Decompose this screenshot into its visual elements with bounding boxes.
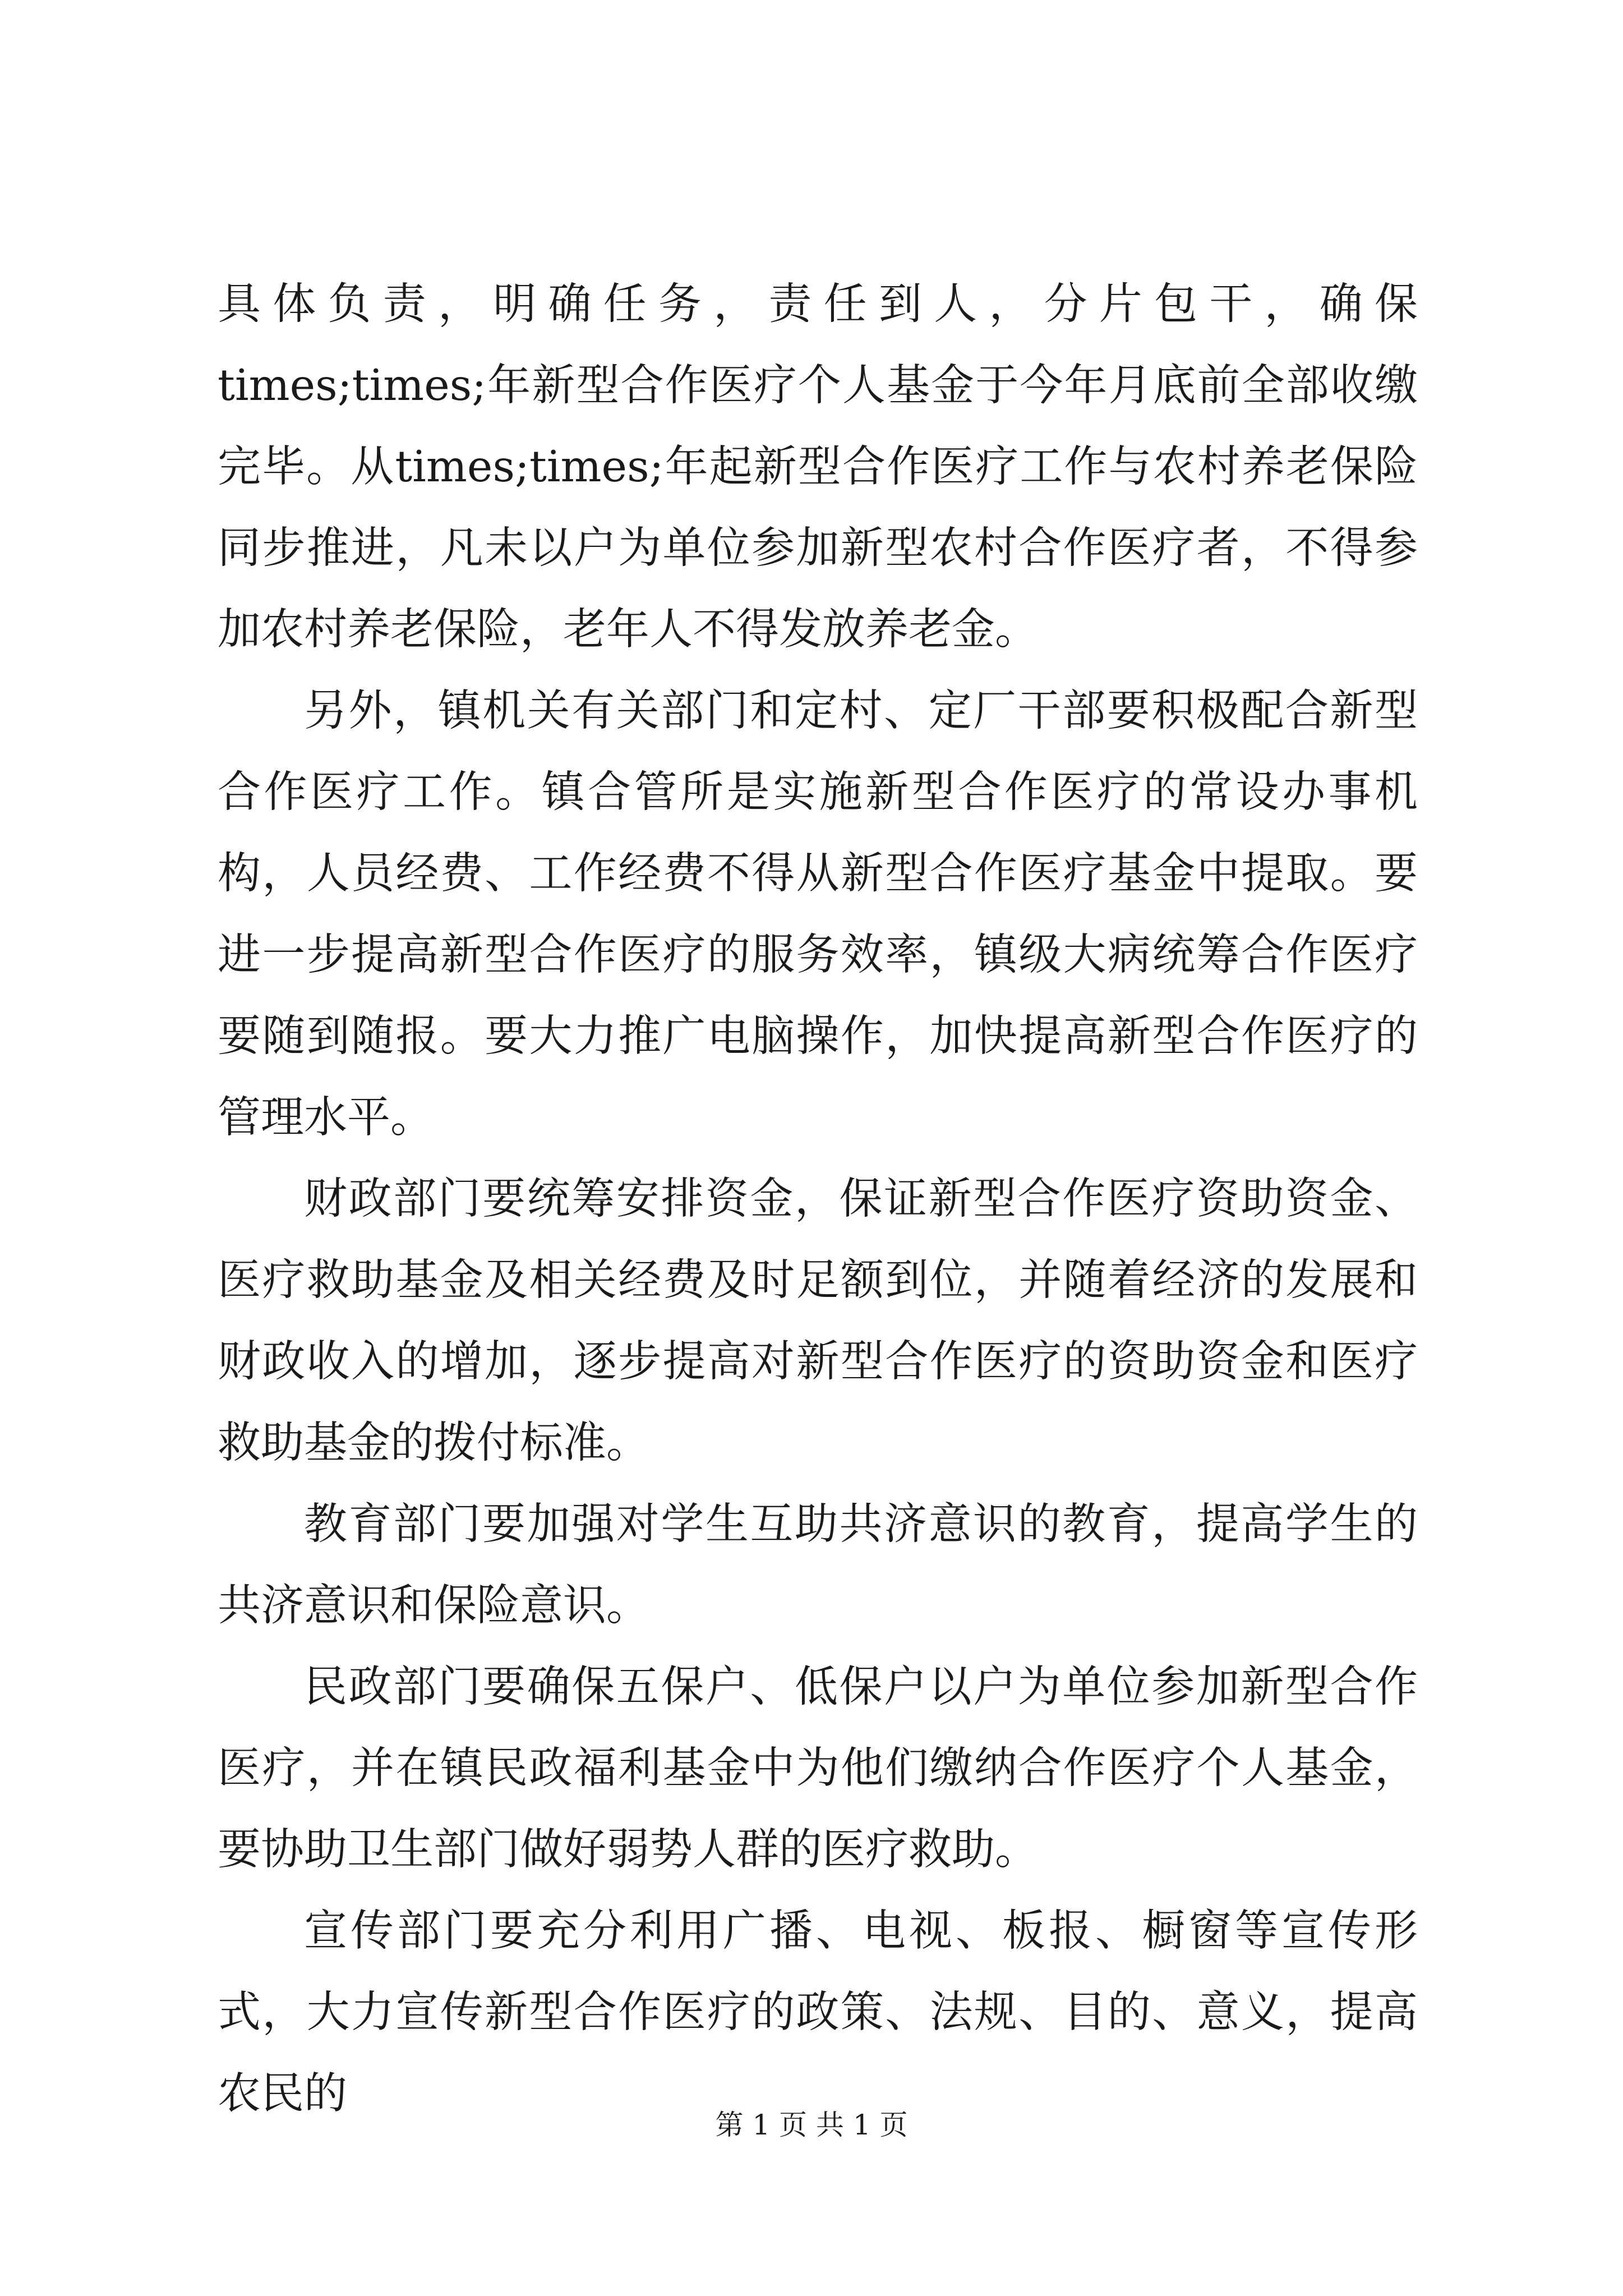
paragraph-4: 教育部门要加强对学生互助共济意识的教育，提高学生的共济意识和保险意识。: [218, 1499, 1418, 1631]
paragraph-1: 具体负责，明确任务，责任到人，分片包干，确保times;times;年新型合作医疗个人基金于今年月底前全部收缴完毕。从times;times;年起新型合作医疗工作与农村养老保险同步推进，凡未以户为单位参加新型农村合作医疗者，不得参加农村养老保险，老年人不得发放养老金。: [218, 279, 1418, 655]
page-footer: 第 1 页 共 1 页: [715, 2109, 908, 2141]
paragraph-3: 财政部门要统筹安排资金，保证新型合作医疗资助资金、医疗救助基金及相关经费及时足额到位，并随着经济的发展和财政收入的增加，逐步提高对新型合作医疗的资助资金和医疗救助基金的拨付标准。: [218, 1174, 1418, 1468]
document-body: [218, 264, 1418, 2134]
paragraph-2: 另外，镇机关有关部门和定村、定厂干部要积极配合新型合作医疗工作。镇合管所是实施新型合作医疗的常设办事机构，人员经费、工作经费不得从新型合作医疗基金中提取。要进一步提高新型合作医疗的服务效率，镇级大病统筹合作医疗要随到随报。要大力推广电脑操作，加快提高新型合作医疗的管理水平。: [218, 686, 1418, 1143]
paragraph-5: 民政部门要确保五保户、低保户以户为单位参加新型合作医疗，并在镇民政福利基金中为他们缴纳合作医疗个人基金，要协助卫生部门做好弱势人群的医疗救助。: [218, 1662, 1418, 1875]
paragraph-6: 宣传部门要充分利用广播、电视、板报、橱窗等宣传形式，大力宣传新型合作医疗的政策、法规、目的、意义，提高农民的: [218, 1906, 1418, 2119]
